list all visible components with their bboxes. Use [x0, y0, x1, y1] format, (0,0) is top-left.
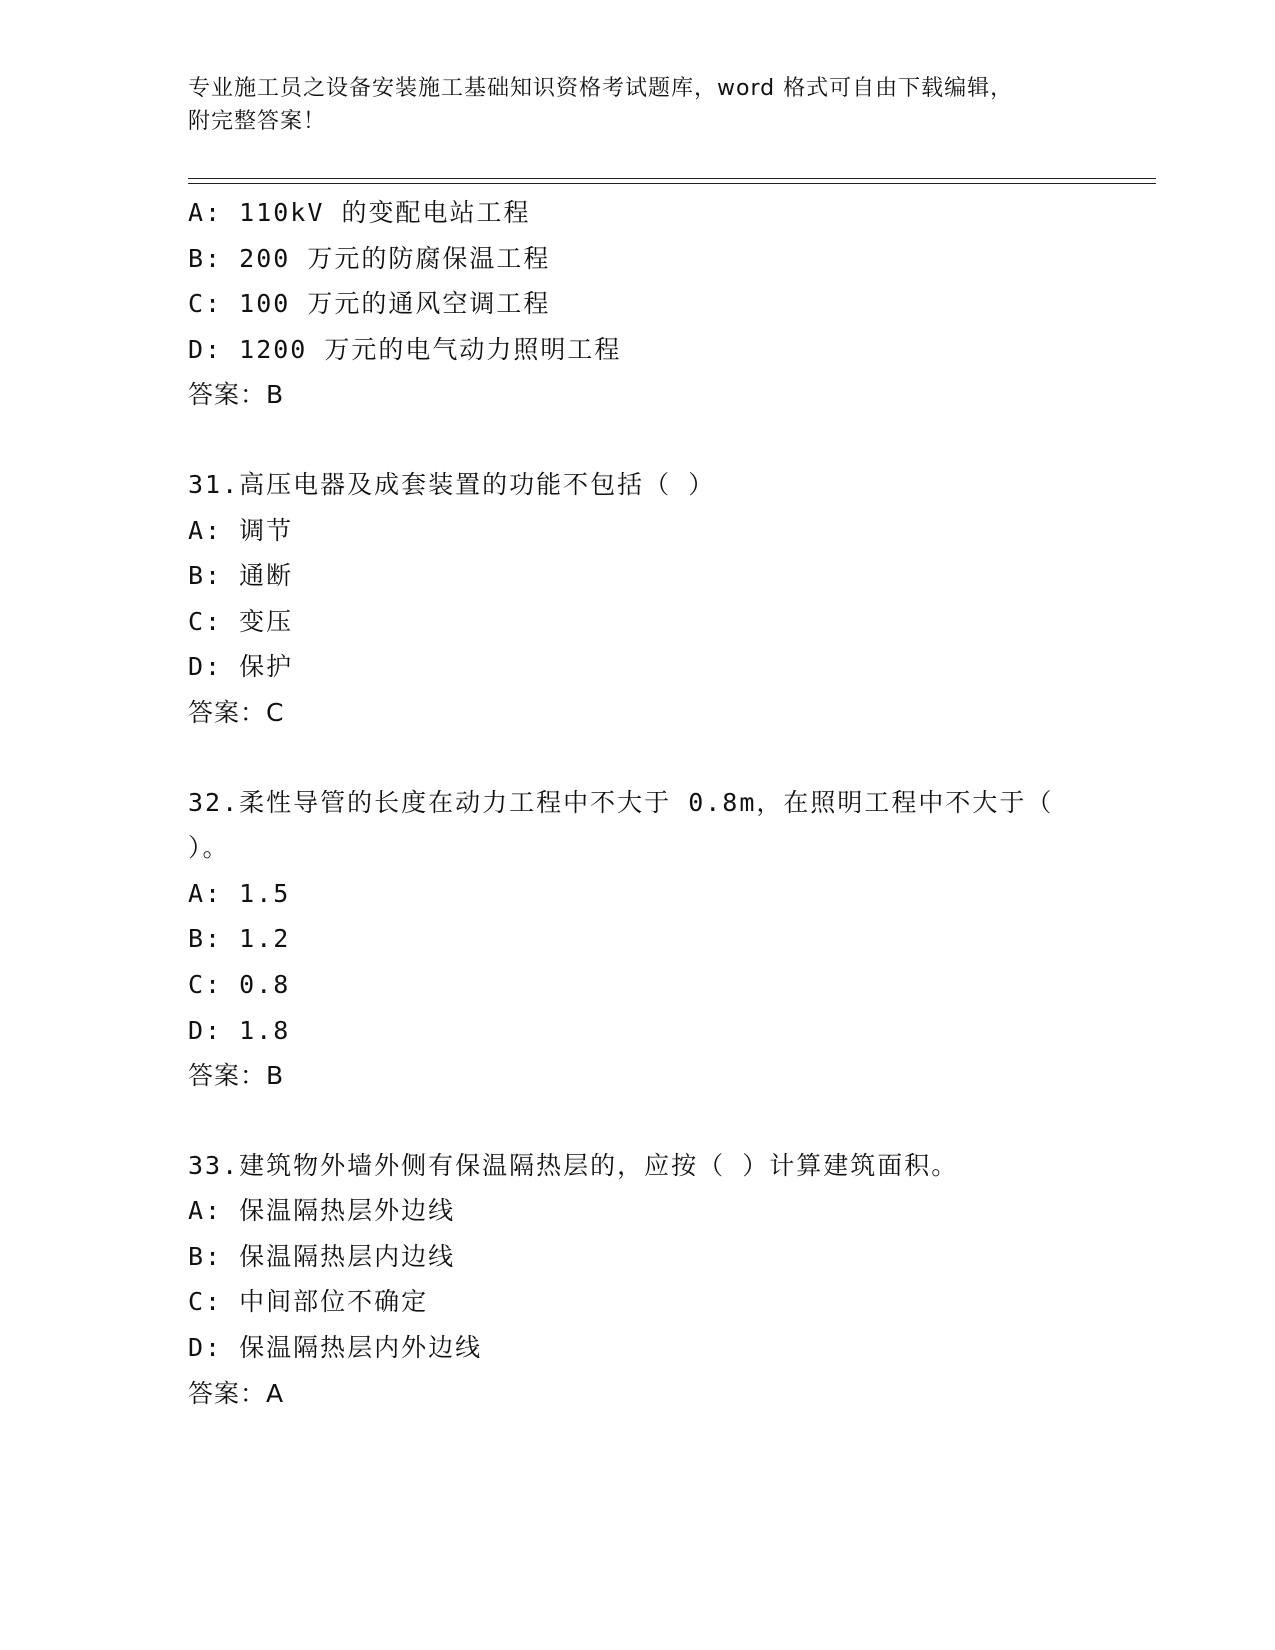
option-b: B: 200 万元的防腐保温工程: [188, 243, 551, 273]
question-text-line-2: ）。: [188, 833, 230, 863]
option-d: D: 保护: [188, 652, 294, 682]
spacer: [188, 418, 1108, 462]
option-b: B: 1.2: [188, 924, 291, 954]
question-block-33: [188, 1143, 1108, 1417]
option-c: C: 100 万元的通风空调工程: [188, 289, 551, 319]
option-a: A: 调节: [188, 515, 294, 545]
question-list: [188, 190, 1108, 1416]
option-d: D: 1.8: [188, 1015, 291, 1045]
option-c: C: 变压: [188, 606, 294, 636]
option-c: C: 0.8: [188, 969, 291, 999]
question-block-32: [188, 780, 1108, 1099]
question-text: 33.建筑物外墙外侧有保温隔热层的，应按（ ）计算建筑面积。: [188, 1150, 959, 1180]
header-divider-bottom: [188, 183, 1156, 184]
question-block-31: [188, 462, 1108, 736]
header-divider-top: [188, 178, 1156, 179]
option-a: A: 1.5: [188, 878, 291, 908]
answer-line: 答案：A: [188, 1378, 285, 1408]
spacer: [188, 1099, 1108, 1143]
question-text-line-1: 32.柔性导管的长度在动力工程中不大于 0.8m，在照明工程中不大于（: [188, 787, 1054, 817]
option-c: C: 中间部位不确定: [188, 1287, 429, 1317]
document-header: [188, 72, 1088, 138]
question-block-30: [188, 190, 1108, 418]
answer-line: 答案：B: [188, 1061, 285, 1091]
spacer: [188, 736, 1108, 780]
option-a: A: 保温隔热层外边线: [188, 1196, 456, 1226]
answer-line: 答案：C: [188, 697, 285, 727]
option-b: B: 通断: [188, 561, 294, 591]
header-line-1: 专业施工员之设备安装施工基础知识资格考试题库，word 格式可自由下载编辑，: [188, 76, 1014, 101]
option-b: B: 保温隔热层内边线: [188, 1241, 456, 1271]
question-text: 31.高压电器及成套装置的功能不包括（ ）: [188, 469, 716, 499]
option-d: D: 保温隔热层内外边线: [188, 1333, 483, 1363]
header-line-2: 附完整答案！: [188, 109, 327, 134]
option-d: D: 1200 万元的电气动力照明工程: [188, 334, 622, 364]
option-a: A: 110kV 的变配电站工程: [188, 198, 531, 227]
answer-line: 答案：B: [188, 380, 285, 410]
